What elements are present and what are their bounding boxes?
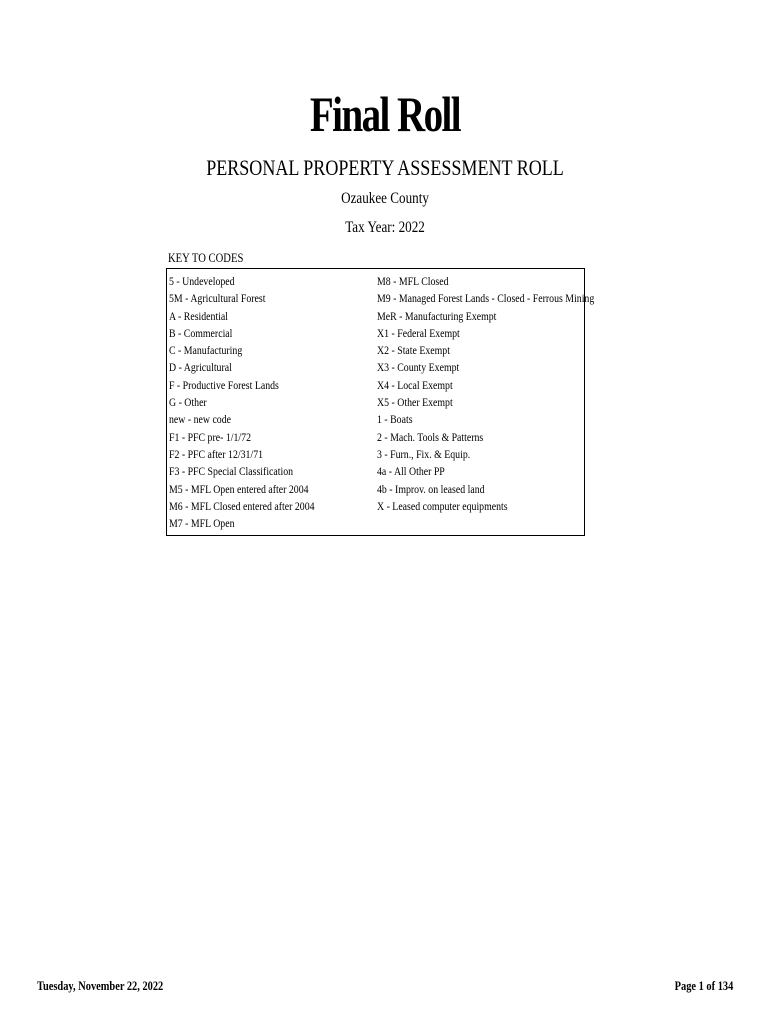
key-code-item: F3 - PFC Special Classification [169,464,294,479]
tax-year: Tax Year: 2022 [345,219,425,236]
key-code-item: X3 - County Exempt [377,360,460,375]
footer-date: Tuesday, November 22, 2022 [37,978,164,993]
key-codes-right-column [377,273,642,515]
key-code-item: M6 - MFL Closed entered after 2004 [169,498,315,513]
key-code-item: MeR - Manufacturing Exempt [377,308,497,323]
key-code-item: F2 - PFC after 12/31/71 [169,446,264,461]
key-code-item: A - Residential [169,308,229,323]
key-code-item: new - new code [169,412,232,427]
key-code-item: B - Commercial [169,325,233,340]
page-title: Final Roll [309,86,461,142]
key-code-item: M9 - Managed Forest Lands - Closed - Ferrous Mining [377,291,595,306]
key-code-item: X4 - Local Exempt [377,377,453,392]
roll-subtitle: PERSONAL PROPERTY ASSESSMENT ROLL [206,155,564,180]
key-to-codes-label: KEY TO CODES [168,251,244,265]
key-codes-left-column [169,273,347,532]
key-code-item: 2 - Mach. Tools & Patterns [377,429,484,444]
key-code-item: 5 - Undeveloped [169,274,235,288]
footer-page-number: Page 1 of 134 [674,978,733,993]
key-code-item: 4b - Improv. on leased land [377,481,485,496]
key-code-item: X - Leased computer equipments [377,498,508,513]
county-name: Ozaukee County [341,190,429,207]
key-code-item: C - Manufacturing [169,343,243,358]
key-code-item: 1 - Boats [377,412,413,427]
key-code-item: F - Productive Forest Lands [169,377,279,392]
key-to-codes-box [166,268,595,536]
key-code-item: M8 - MFL Closed [377,274,449,288]
key-code-item: X2 - State Exempt [377,343,450,358]
key-code-item: 3 - Furn., Fix. & Equip. [377,446,471,461]
key-code-item: D - Agricultural [169,360,232,375]
key-code-item: M7 - MFL Open [169,516,235,531]
key-code-item: X5 - Other Exempt [377,395,453,410]
key-code-item: X1 - Federal Exempt [377,325,460,340]
key-code-item: 5M - Agricultural Forest [169,291,266,306]
key-code-item: F1 - PFC pre- 1/1/72 [169,429,252,444]
key-code-item: 4a - All Other PP [377,464,445,479]
key-code-item: M5 - MFL Open entered after 2004 [169,481,309,496]
key-code-item: G - Other [169,395,207,410]
